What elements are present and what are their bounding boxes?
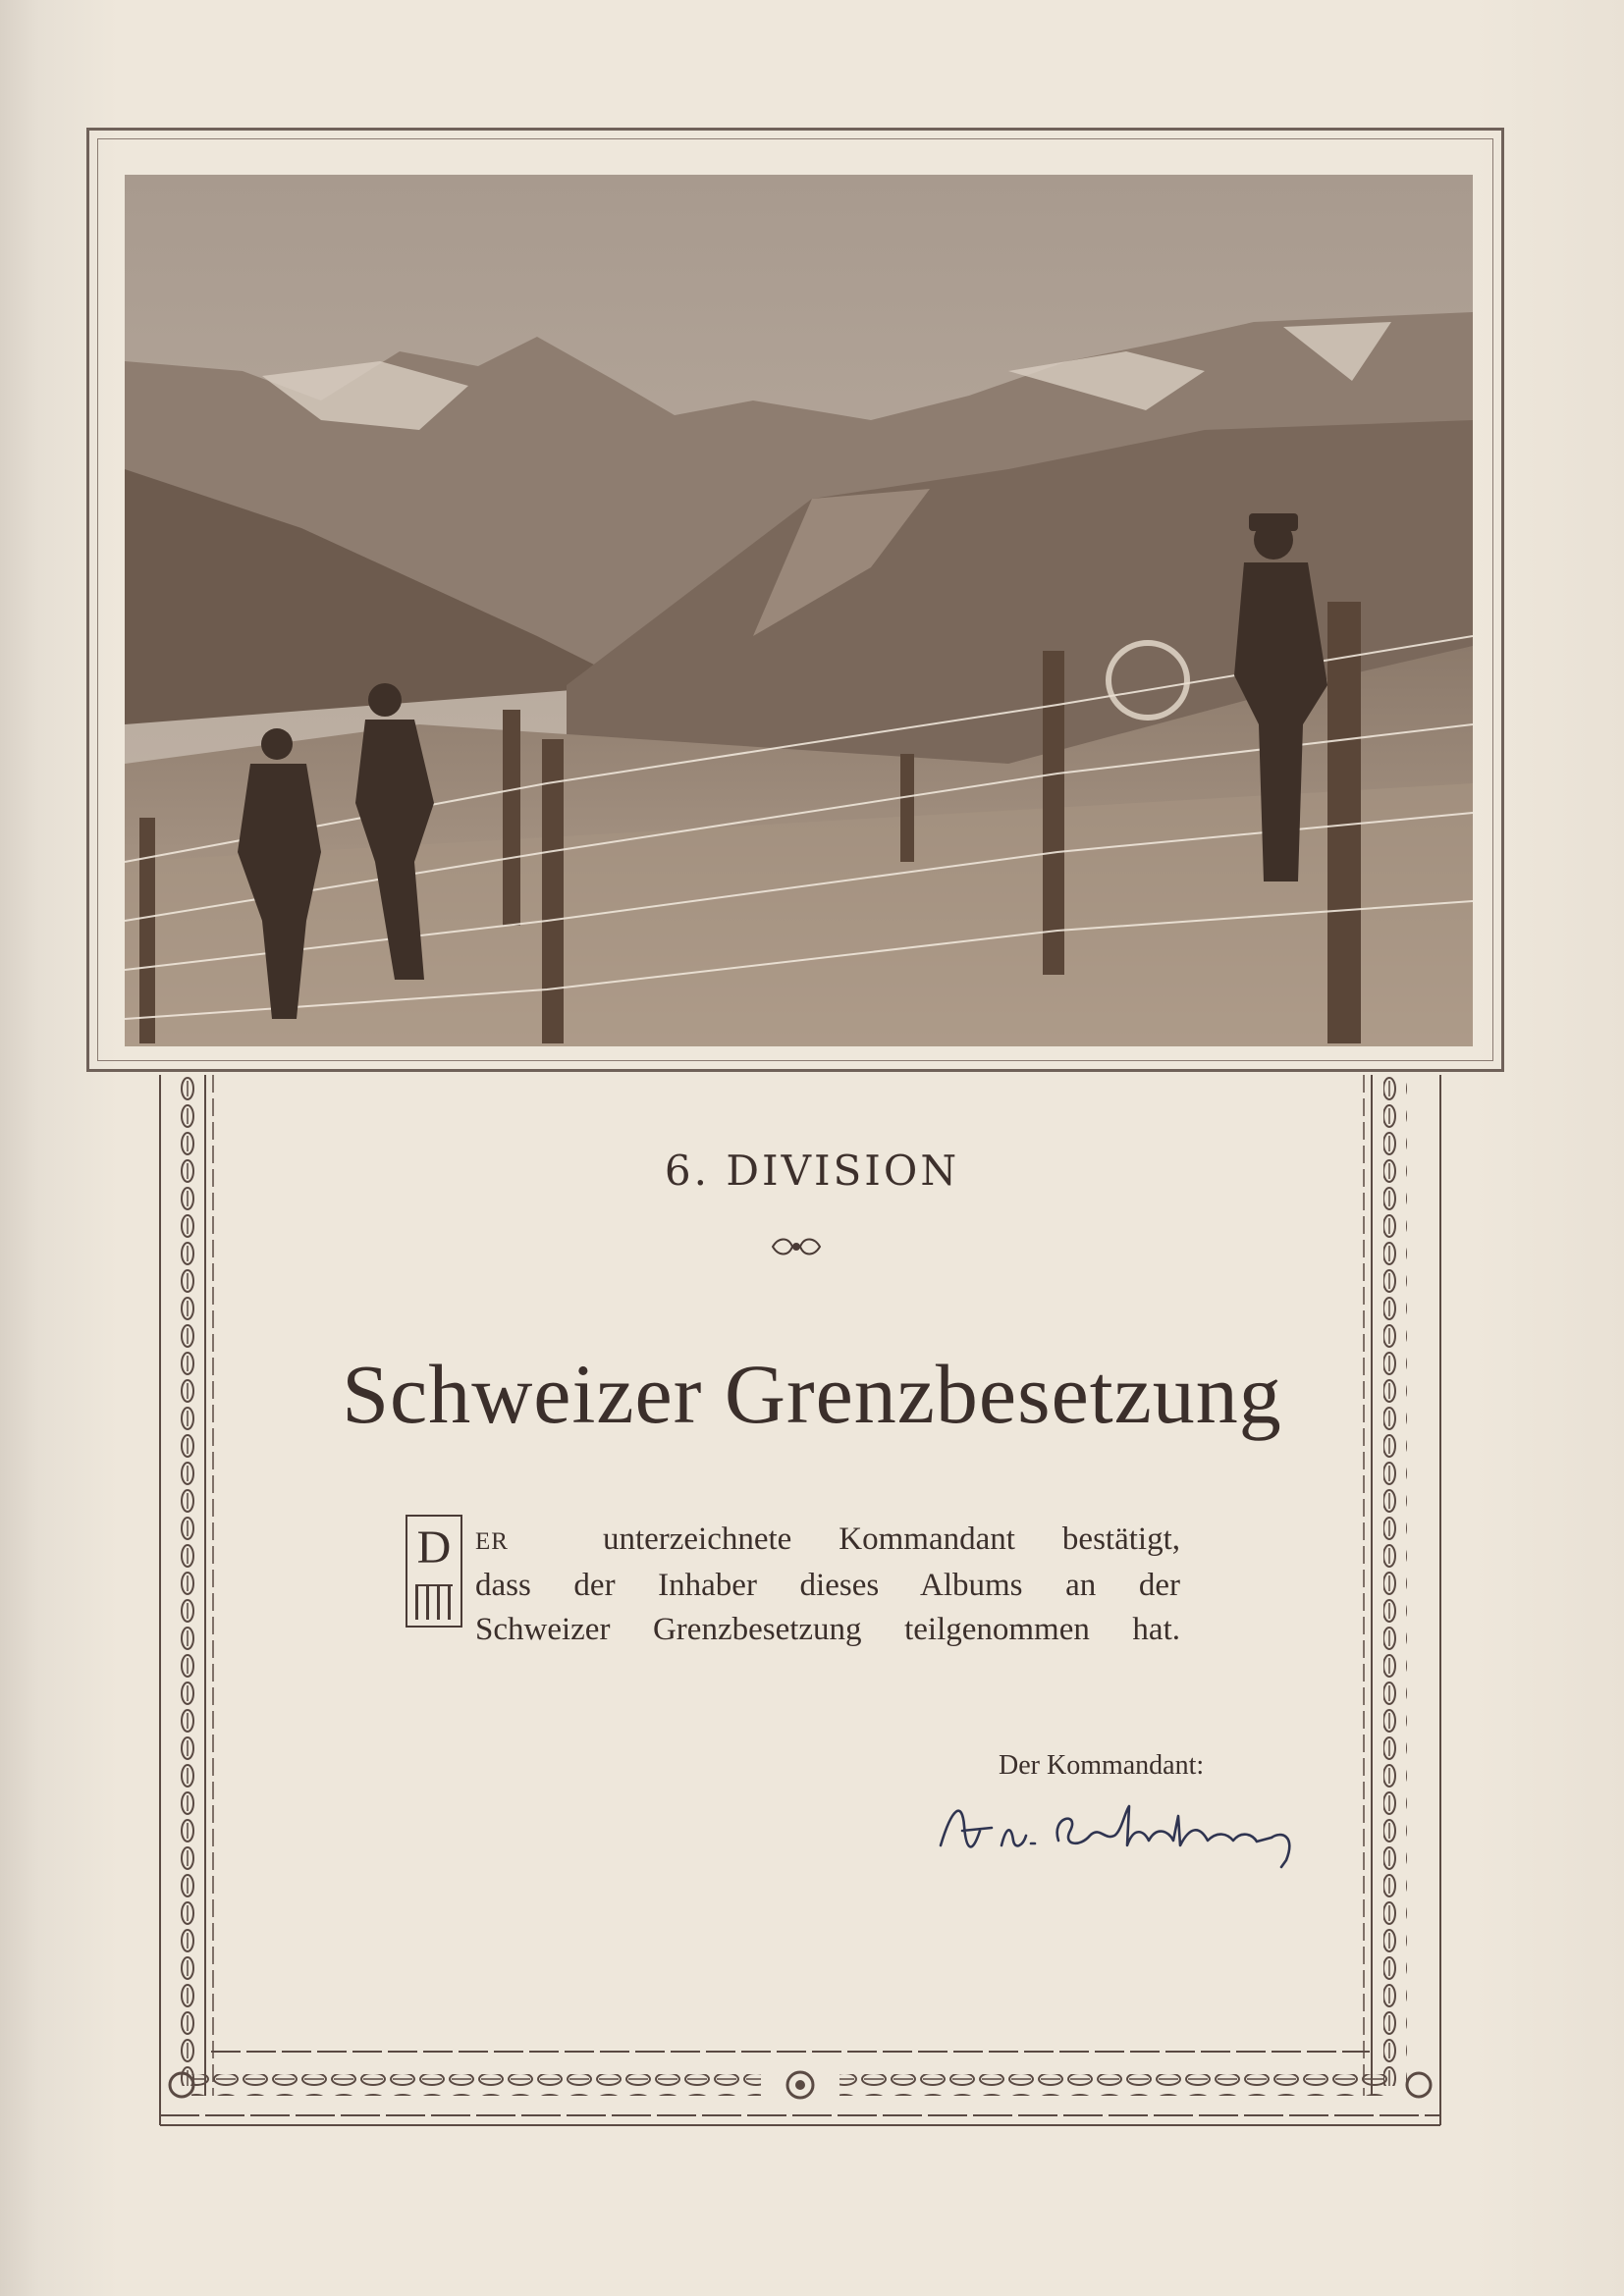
handwritten-signature	[933, 1787, 1345, 1875]
drop-cap: D	[416, 1522, 452, 1574]
fleuron-ornament-icon	[769, 1234, 824, 1259]
initial-letter-box	[406, 1515, 462, 1628]
drop-cap-ornament	[415, 1584, 453, 1620]
commander-label: Der Kommandant:	[999, 1750, 1205, 1781]
certificate-line-3: Schweizer Grenzbesetzung teilgenommen hat.	[475, 1612, 1180, 1647]
division-heading: 6. DIVISION	[664, 1147, 960, 1195]
certificate-text	[475, 1518, 1180, 1652]
landscape-photo	[125, 175, 1473, 1046]
page-title: Schweizer Grenzbesetzung	[342, 1347, 1282, 1441]
certificate-line-1: ER unterzeichnete Kommandant bestätigt,	[475, 1522, 1180, 1557]
certificate-line-2: dass der Inhaber dieses Albums an der	[475, 1568, 1180, 1603]
